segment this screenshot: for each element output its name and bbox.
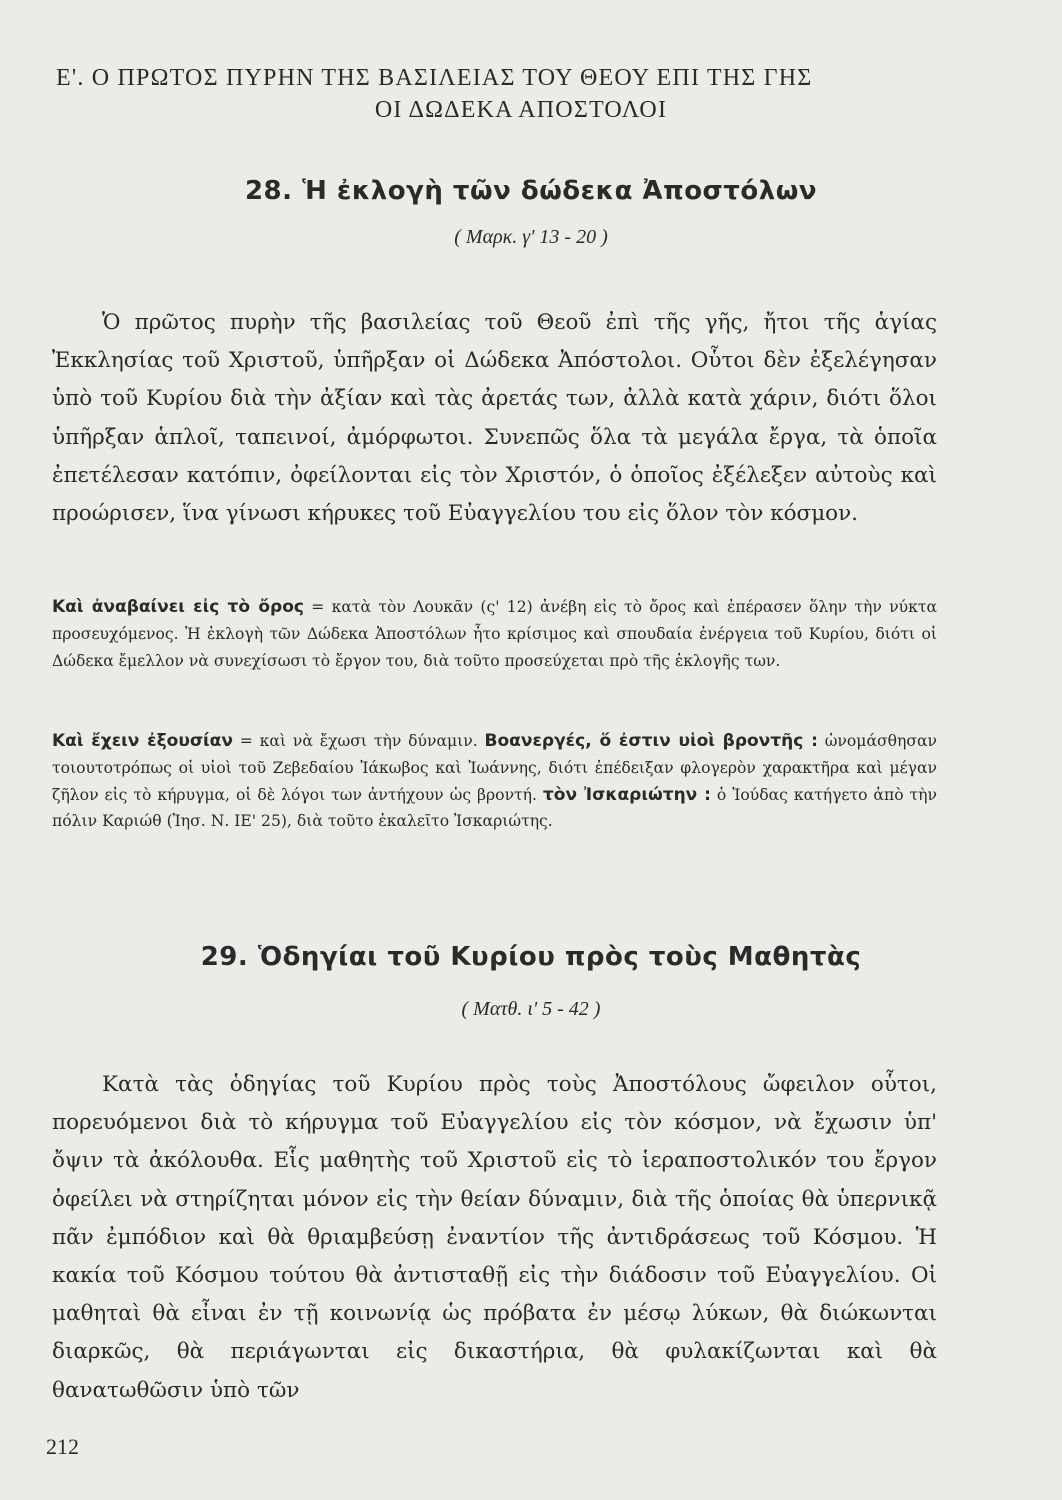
section-29-paragraph-text: Κατὰ τὰς ὁδηγίας τοῦ Κυρίου πρὸς τοὺς Ἀποστόλους ὤφειλον οὗτοι, πορευόμενοι διὰ τὸ κήρυγμα τοῦ Εὐαγγελίου εἰς τὸν κόσμον, νὰ ἔχωσιν ὑπ' ὄψιν τὰ ἀκόλουθα. Εἷς μαθητὴς τοῦ Χριστοῦ εἰς τὸ ἱεραποστολικόν του ἔργον ὀφείλει νὰ στηρίζηται μόνον εἰς τὴν θείαν δύναμιν, διὰ τῆς ὁποίας θὰ ὑπερνικᾷ πᾶν ἐμπόδιον καὶ θὰ θριαμβεύσῃ ἐναντίον τῆς ἀντιδράσεως τοῦ Κόσμου. Ἡ κακία τοῦ Κόσμου τούτου θὰ ἀντισταθῇ εἰς τὴν διάδοσιν τοῦ Εὐαγγελίου. Οἱ μαθηταὶ θὰ εἶναι ἐν τῇ κοινωνίᾳ ὡς πρόβατα ἐν μέσῳ λύκων, θὰ διώκωνται διαρκῶς, θὰ περιάγωνται εἰς δικαστήρια, θὰ φυλακίζωνται καὶ θὰ θανατωθῶσιν ὑπὸ τῶν xyxy=(52,1072,937,1403)
note-authority-boanerges xyxy=(52,728,937,835)
running-head-line-1: Ε'. Ο ΠΡΩΤΟΣ ΠΥΡΗΝ ΤΗΣ ΒΑΣΙΛΕΙΑΣ ΤΟΥ ΘΕΟΥ ΕΠΙ ΤΗΣ ΓΗΣ xyxy=(56,65,813,91)
section-28-paragraph xyxy=(52,304,937,533)
note-text: ὁ Ἰούδας κατήγετο ἀπὸ τὴν πόλιν Καριώθ (Ἰησ. Ν. ΙΕ' 25), διὰ τοῦτο ἐκαλεῖτο Ἰσκαριώτης. xyxy=(52,785,937,831)
note-term: Καὶ ἀναβαίνει εἰς τὸ ὄρος xyxy=(52,597,304,617)
note-term: Βοανεργές, ὅ ἐστιν υἱοὶ βροντῆς : xyxy=(484,731,818,751)
note-term: Καὶ ἔχειν ἐξουσίαν xyxy=(52,731,233,751)
section-28-reference: ( Μαρκ. γ' 13 - 20 ) xyxy=(454,226,608,248)
note-text: = καὶ νὰ ἔχωσι τὴν δύναμιν. xyxy=(232,732,485,750)
section-29-reference: ( Ματθ. ι' 5 - 42 ) xyxy=(461,998,601,1020)
running-head-line-2: ΟΙ ΔΩΔΕΚΑ ΑΠΟΣΤΟΛΟΙ xyxy=(374,97,668,123)
section-28-paragraph-text: Ὁ πρῶτος πυρὴν τῆς βασιλείας τοῦ Θεοῦ ἐπὶ τῆς γῆς, ἤτοι τῆς ἁγίας Ἐκκλησίας τοῦ Χριστοῦ, ὑπῆρξαν οἱ Δώδεκα Ἀπόστολοι. Οὗτοι δὲν ἐξελέγησαν ὑπὸ τοῦ Κυρίου διὰ τὴν ἀξίαν καὶ τὰς ἀρετάς των, ἀλλὰ κατὰ χάριν, διότι ὅλοι ὑπῆρξαν ἁπλοῖ, ταπεινοί, ἀμόρφωτοι. Συνεπῶς ὅλα τὰ μεγάλα ἔργα, τὰ ὁποῖα ἐπετέλεσαν κατόπιν, ὀφείλονται εἰς τὸν Χριστόν, ὁ ὁποῖος ἐξέλεξεν αὐτοὺς καὶ προώρισεν, ἵνα γίνωσι κήρυκες τοῦ Εὐαγγελίου του εἰς ὅλον τὸν κόσμον. xyxy=(52,310,937,527)
note-term: τὸν Ἰσκαριώτην : xyxy=(542,784,711,805)
page-number: 212 xyxy=(46,1434,79,1459)
section-29-paragraph xyxy=(52,1066,937,1410)
section-28-title: 28. Ἡ ἐκλογὴ τῶν δώδεκα Ἀποστόλων xyxy=(244,176,818,206)
note-text: = κατὰ τὸν Λουκᾶν (ς' 12) ἀνέβη εἰς τὸ ὄρος καὶ ἐπέρασεν ὅλην τὴν νύκτα προσευχόμενος. Ἡ ἐκλογὴ τῶν Δώδεκα Ἀποστόλων ἦτο κρίσιμος καὶ σπουδαία ἐνέργεια τοῦ Κυρίου, διότι οἱ Δώδεκα ἔμελλον νὰ συνεχίσωσι τὸ ἔργον του, διὰ τοῦτο προσεύχεται πρὸ τῆς ἐκλογῆς των. xyxy=(52,598,937,670)
note-text: ὠνομάσθησαν τοιουτοτρόπως οἱ υἱοὶ τοῦ Ζεβεδαίου Ἰάκωβος καὶ Ἰωάννης, διότι ἐπέδειξαν φλογερὸν χαρακτῆρα καὶ μέγαν ζῆλον εἰς τὸ κήρυγμα, οἱ δὲ λόγοι των ἀντήχουν ὡς βροντή. xyxy=(52,732,937,804)
note-ascends-mountain xyxy=(52,594,937,674)
running-head xyxy=(56,62,1006,126)
section-29-title: 29. Ὁδηγίαι τοῦ Κυρίου πρὸς τοὺς Μαθητὰς xyxy=(200,942,862,972)
